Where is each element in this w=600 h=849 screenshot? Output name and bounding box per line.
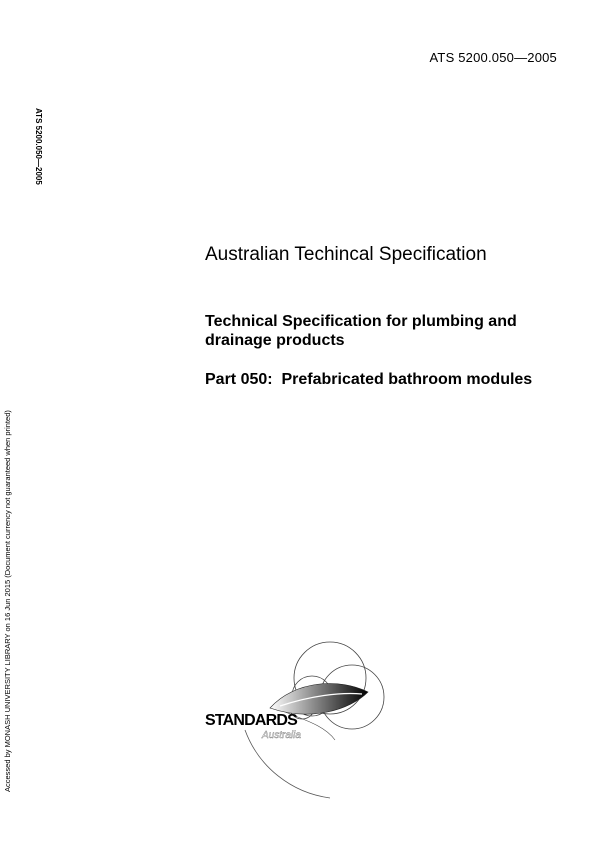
logo-wordmark: STANDARDS — [205, 712, 298, 729]
logo-subword: Australia — [262, 730, 301, 741]
specification-part: Part 050: Prefabricated bathroom modules — [205, 371, 533, 388]
side-document-number: ATS 5200.050—2005 — [34, 108, 43, 185]
access-note: Accessed by MONASH UNIVERSITY LIBRARY on 16 Jun 2015 (Document currency not guaranteed when printed) — [3, 410, 12, 792]
specification-title: Technical Specification for plumbing and drainage products — [205, 313, 517, 349]
specification-type: Australian Techincal Specification — [205, 244, 487, 265]
document-number: ATS 5200.050—2005 — [429, 50, 557, 65]
